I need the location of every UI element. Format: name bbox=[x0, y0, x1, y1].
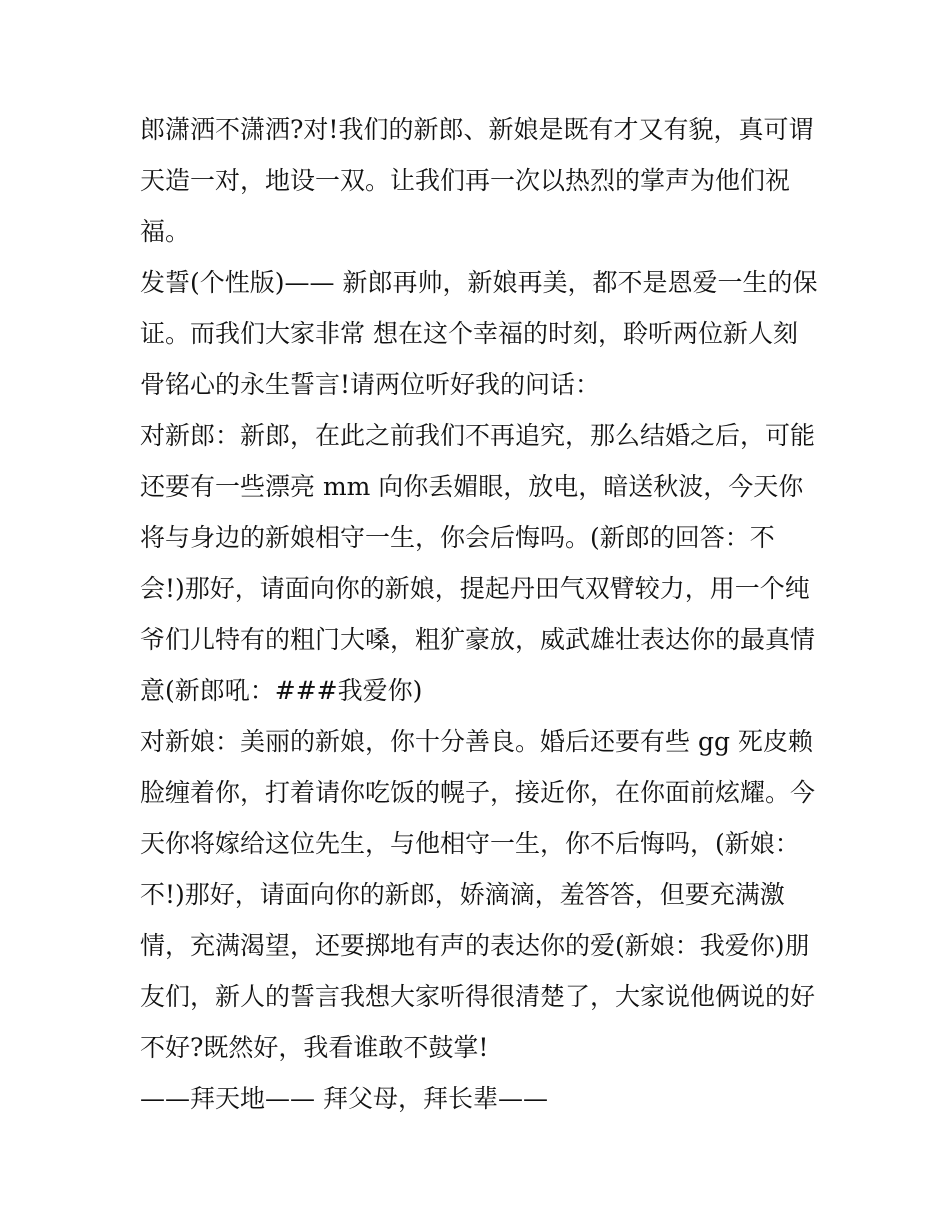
text-line: 还要有一些漂亮 mm 向你丢媚眼，放电，暗送秋波，今天你 bbox=[140, 472, 804, 501]
text-line: 意(新郎吼：###我爱你) bbox=[140, 676, 423, 705]
text-line: 不!)那好，请面向你的新郎，娇滴滴，羞答答，但要充满激 bbox=[140, 880, 785, 909]
text-line: 郎潇洒不潇洒?对!我们的新郎、新娘是既有才又有貌，真可谓 bbox=[140, 115, 814, 144]
text-line: 天你将嫁给这位先生，与他相守一生，你不后悔吗，(新娘： bbox=[140, 829, 800, 858]
text-line: 情，充满渴望，还要掷地有声的表达你的爱(新娘：我爱你)朋 bbox=[140, 931, 810, 960]
text-line: 发誓(个性版)—— 新郎再帅，新娘再美，都不是恩爱一生的保 bbox=[140, 268, 818, 297]
text-line: 友们，新人的誓言我想大家听得很清楚了，大家说他俩说的好 bbox=[140, 982, 816, 1011]
text-line: ——拜天地—— 拜父母，拜长辈—— bbox=[140, 1084, 548, 1113]
text-line: 会!)那好，请面向你的新娘，提起丹田气双臂较力，用一个纯 bbox=[140, 574, 810, 603]
text-line: 对新娘：美丽的新娘，你十分善良。婚后还要有些 gg 死皮赖 bbox=[140, 727, 813, 756]
text-line: 骨铭心的永生誓言!请两位听好我的问话： bbox=[140, 370, 601, 399]
body-text bbox=[140, 104, 820, 1124]
text-line: 福。 bbox=[140, 217, 191, 246]
text-line: 对新郎：新郎，在此之前我们不再追究，那么结婚之后，可能 bbox=[140, 421, 816, 450]
text-line: 爷们儿特有的粗门大嗓，粗犷豪放，威武雄壮表达你的最真情 bbox=[140, 625, 816, 654]
text-line: 天造一对，地设一双。让我们再一次以热烈的掌声为他们祝 bbox=[140, 166, 791, 195]
text-line: 脸缠着你，打着请你吃饭的幌子，接近你，在你面前炫耀。今 bbox=[140, 778, 816, 807]
text-line: 证。而我们大家非常 想在这个幸福的时刻，聆听两位新人刻 bbox=[140, 319, 798, 348]
text-line: 不好?既然好，我看谁敢不鼓掌! bbox=[140, 1033, 489, 1062]
text-line: 将与身边的新娘相守一生，你会后悔吗。(新郎的回答：不 bbox=[140, 523, 775, 552]
